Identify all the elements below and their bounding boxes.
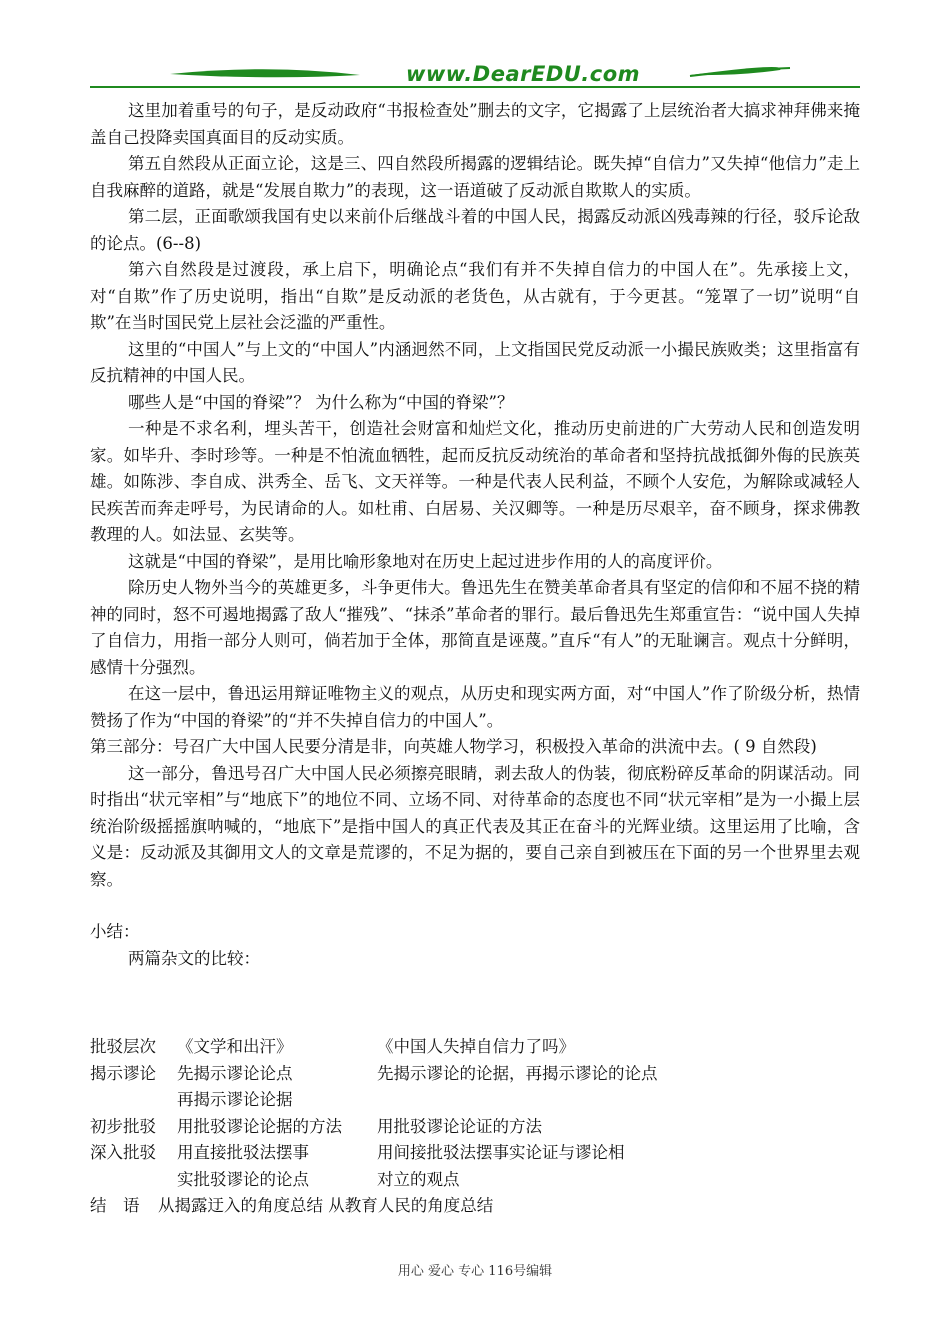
- page-header: [90, 60, 860, 96]
- table-row-conclusion: [90, 1193, 870, 1220]
- conclusion-text: 从揭露迂入的角度总结 从教育人民的角度总结: [158, 1196, 494, 1215]
- paragraph: 第五自然段从正面立论，这是三、四自然段所揭露的逻辑结论。既失掉“自信力”又失掉“他信力”走上自我麻醉的道路，就是“发展自欺力”的表现，这一语道破了反动派自欺欺人的实质。: [90, 154, 860, 200]
- paragraph: 这就是“中国的脊梁”，是用比喻形象地对在历史上起过进步作用的人的高度评价。: [128, 551, 723, 571]
- cell-chinese-lost-confidence: 《中国人失掉自信力了吗》: [377, 1037, 575, 1056]
- page-footer: 用心 爱心 专心 116号编辑: [397, 1264, 553, 1279]
- cell-literature-and-sweat: 用直接批驳法摆事: [177, 1143, 309, 1162]
- paragraph: 第二层，正面歌颂我国有史以来前仆后继战斗着的中国人民，揭露反动派凶残毒辣的行径，驳斥论敌的论点。(6--8): [90, 207, 860, 253]
- cell-chinese-lost-confidence: 用批驳谬论论证的方法: [377, 1116, 542, 1136]
- table-row: [90, 1087, 870, 1114]
- cell-literature-and-sweat: 先揭示谬论论点: [177, 1063, 293, 1083]
- cell-chinese-lost-confidence: 对立的观点: [377, 1169, 460, 1189]
- paragraph: 这里加着重号的句子，是反动政府“书报检查处”删去的文字，它揭露了上层统治者大搞求神拜佛来掩盖自己投降卖国真面目的反动实质。: [90, 101, 860, 147]
- table-row: [90, 1114, 870, 1141]
- row-label: 深入批驳: [90, 1143, 156, 1162]
- comparison-table: [90, 1034, 870, 1220]
- cell-literature-and-sweat: 《文学和出汗》: [177, 1037, 293, 1056]
- site-logo[interactable]: www.DearEDU.com: [405, 62, 641, 86]
- cell-literature-and-sweat: 用批驳谬论论据的方法: [177, 1116, 342, 1136]
- comparison-title: 两篇杂文的比较：: [128, 948, 260, 968]
- summary-label: 小结：: [90, 922, 140, 941]
- cell-chinese-lost-confidence: 先揭示谬论的论据，再揭示谬论的论点: [377, 1063, 658, 1083]
- row-label: 结 语: [90, 1196, 140, 1215]
- cell-chinese-lost-confidence: 用间接批驳法摆事实论证与谬论相: [377, 1143, 625, 1162]
- row-label: 揭示谬论: [90, 1063, 156, 1083]
- paragraph: 在这一层中，鲁迅运用辩证唯物主义的观点，从历史和现实两方面，对“中国人”作了阶级分析，热情赞扬了作为“中国的脊梁”的“并不失掉自信力的中国人”。: [90, 684, 860, 730]
- cell-literature-and-sweat: 实批驳谬论的论点: [177, 1169, 309, 1189]
- table-row: [90, 1061, 870, 1088]
- paragraph: 第六自然段是过渡段，承上启下，明确论点“我们有并不失掉自信力的中国人在”。先承接上文，对“自欺”作了历史说明，指出“自欺”是反动派的老货色，从古就有，于今更甚。“笼罩了一切”说明“自欺”在当时国民党上层社会泛滥的严重性。: [90, 260, 860, 332]
- table-row: [90, 1167, 870, 1194]
- row-label: 批驳层次: [90, 1037, 156, 1056]
- document-body: [90, 98, 860, 972]
- spacer: [90, 893, 860, 919]
- paragraph: 这里的“中国人”与上文的“中国人”内涵迥然不同，上文指国民党反动派一小撮民族败类；这里指富有反抗精神的中国人民。: [90, 339, 860, 385]
- cell-literature-and-sweat: 再揭示谬论论据: [177, 1090, 293, 1109]
- table-row: [90, 1140, 870, 1167]
- paragraph: 哪些人是“中国的脊梁”？ 为什么称为“中国的脊梁”？: [128, 392, 514, 412]
- table-row: [90, 1034, 870, 1061]
- paragraph: 除历史人物外当今的英雄更多，斗争更伟大。鲁迅先生在赞美革命者具有坚定的信仰和不屈不挠的精神的同时，怒不可遏地揭露了敌人“摧残”、“抹杀”革命者的罪行。最后鲁迅先生郑重宣告：“说中国人失掉了自信力，用指一部分人则可，倘若加于全体，那简直是诬蔑。”直斥“有人”的无耻谰言。观点十分鲜明，感情十分强烈。: [90, 578, 860, 677]
- section-heading-part3: 第三部分：号召广大中国人民要分清是非，向英雄人物学习，积极投入革命的洪流中去。( 9 自然段): [90, 737, 817, 756]
- paragraph: 这一部分，鲁迅号召广大中国人民必须擦亮眼睛，剥去敌人的伪装，彻底粉碎反革命的阴谋活动。同时指出“状元宰相”与“地底下”的地位不同、立场不同、对待革命的态度也不同“状元宰相”是为一小撮上层统治阶级摇摇旗呐喊的，“地底下”是指中国人的真正代表及其正在奋斗的光辉业绩。这里运用了比喻，含义是：反动派及其御用文人的文章是荒谬的，不足为据的，要自己亲自到被压在下面的另一个世界里去观察。: [90, 763, 860, 889]
- row-label: 初步批驳: [90, 1116, 156, 1136]
- paragraph: 一种是不求名利，埋头苦干，创造社会财富和灿烂文化，推动历史前进的广大劳动人民和创造发明家。如毕升、李时珍等。一种是不怕流血牺牲，起而反抗反动统治的革命者和坚持抗战抵御外侮的民族英雄。如陈涉、李自成、洪秀全、岳飞、文天祥等。一种是代表人民利益，不顾个人安危，为解除或减轻人民疾苦而奔走呼号，为民请命的人。如杜甫、白居易、关汉卿等。一种是历尽艰辛，奋不顾身，探求佛教教理的人。如法显、玄奘等。: [90, 419, 860, 544]
